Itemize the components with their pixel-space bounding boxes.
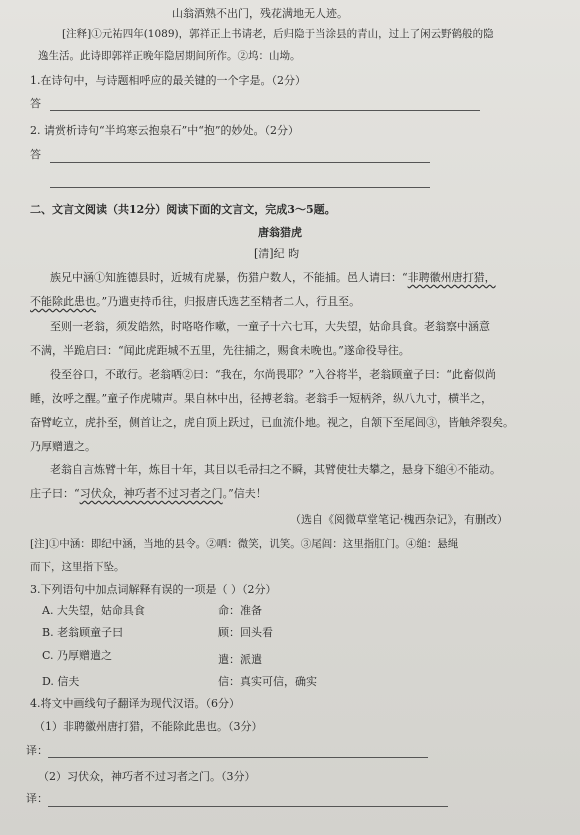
question-1: 1.在诗句中，与诗题相呼应的最关键的一个字是。（2分） [30,74,306,87]
paragraph-4-line-1: 老翁自言炼臂十年，炼目十年，其目以毛帚扫之不瞬，其臂使壮夫攀之，悬身下缒④不能动。 [50,463,501,476]
underlined-sentence-1b: 不能除此患也 [30,295,96,308]
q2-answer-label: 答 [30,148,41,161]
p4-text-2: 。”信夫！ [222,487,267,500]
option-c-text[interactable]: C. 乃厚赠遣之 [42,649,113,662]
p1-text: 族兄中涵①知旌德县时，近城有虎暴，伤猎户数人，不能捕。邑人请曰：“ [50,271,408,284]
q2-answer-line-1[interactable] [50,162,430,163]
q4-1-translate-label: 译： [26,744,48,757]
poem-last-line: 山翁酒熟不出门，残花满地无人迹。 [172,7,348,20]
underlined-sentence-2: 习伏众，神巧者不过习者之门 [79,487,223,500]
option-a-gloss: 命：准备 [218,604,262,617]
paragraph-3-line-1: 役至谷口，不敢行。老翁哂②曰：“我在，尔尚畏耶？”入谷将半，老翁顾童子曰：“此畜似尚 [50,368,496,381]
option-a-text[interactable]: A. 大失望，姑命具食 [42,604,145,617]
q1-answer-label: 答 [30,97,41,110]
option-b-text[interactable]: B. 老翁顾童子曰 [42,626,124,639]
option-c-gloss: 遣：派遣 [218,653,262,666]
p4-text: 庄子曰：“ [30,487,80,500]
question-4: 4.将文中画线句子翻译为现代汉语。（6分） [30,697,240,710]
q4-1-answer-line[interactable] [48,757,428,758]
poem-note-line-2: 逸生活。此诗即郭祥正晚年隐居期间所作。②坞：山坳。 [38,50,301,62]
paragraph-2-line-2: 不满，半跪启曰：“闻此虎距城不五里，先往捕之，赐食未晚也。”遂命役导往。 [30,344,410,357]
q1-answer-line[interactable] [50,110,480,111]
question-4-part-2: （2）习伏众，神巧者不过习者之门。（3分） [38,770,256,783]
section-2-heading: 二、文言文阅读（共12分）阅读下面的文言文，完成3～5题。 [30,203,336,216]
q4-2-translate-label: 译： [26,792,48,805]
option-d-text[interactable]: D. 信夫 [42,675,80,688]
option-b-gloss: 顾：回头看 [218,626,273,639]
poem-note-line-1: [注释]①元祐四年(1089)，郭祥正上书请老，后归隐于当涂县的青山，过上了闲云野鹤般的隐 [62,28,494,40]
paragraph-1-line-2 [30,295,360,309]
classical-text-author: [清]纪 昀 [254,247,300,260]
text-source: （选自《阅微草堂笔记·槐西杂记》，有删改） [290,513,508,526]
q4-2-answer-line[interactable] [48,806,448,807]
paragraph-3-line-2: 睡，汝呼之醒。”童子作虎啸声。果自林中出，径搏老翁。老翁手一短柄斧，纵八九寸，横半之， [30,392,493,405]
q2-answer-line-2[interactable] [50,187,430,188]
question-4-part-1: （1）非聘徽州唐打猎，不能除此患也。（3分） [34,720,263,733]
paragraph-4-line-2 [30,487,267,501]
question-3: 3.下列语句中加点词解释有误的一项是（ ）（2分） [30,583,277,596]
footnote-line-2: 而下，这里指下坠。 [30,561,125,573]
classical-text-title: 唐翁猎虎 [258,226,302,239]
p1-text-2: 。”乃遣吏持币往，归报唐氏选艺至精者二人，行且至。 [96,295,361,308]
footnote-line-1: [注]①中涵：即纪中涵，当地的县令。②哂：微笑，讥笑。③尾闾：这里指肛门。④缒：悬绳 [30,538,459,550]
question-2: 2. 请赏析诗句“半坞寒云抱泉石”中“抱”的妙处。（2分） [30,124,299,137]
option-d-gloss: 信：真实可信，确实 [218,675,317,688]
paragraph-3-line-3: 奋臂屹立，虎扑至，侧首让之，虎自顶上跃过，已血流仆地。视之，自颔下至尾闾③，皆触斧裂矣。 [30,416,514,429]
underlined-sentence-1a: 非聘徽州唐打猎， [407,271,496,284]
paragraph-2-line-1: 至则一老翁，须发皓然，时咯咯作嗽，一童子十六七耳，大失望，姑命具食。老翁察中涵意 [50,320,490,333]
paragraph-1-line-1 [50,271,496,285]
paragraph-3-line-4: 乃厚赠遣之。 [30,440,96,453]
